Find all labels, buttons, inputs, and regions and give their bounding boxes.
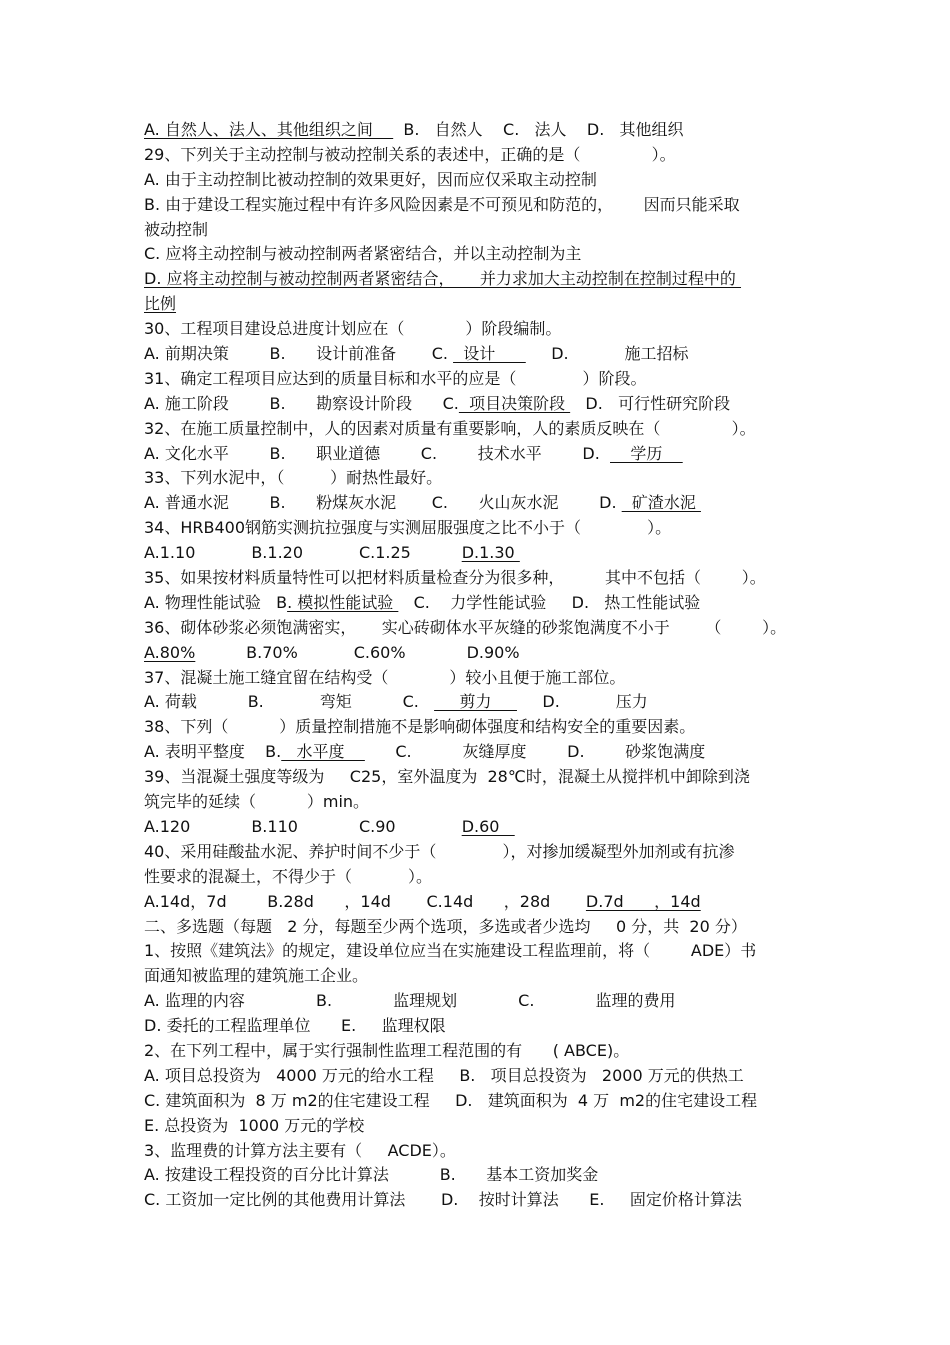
line-segment: C. 工资加一定比例的其他费用计算法 D. 按时计算法 E. 固定价格计算法 [144, 1190, 742, 1210]
line-segment: 面通知被监理的建筑施工企业。 [144, 966, 369, 986]
answer-underlined-text: D. 应将主动控制与被动控制两者紧密结合， 并力求加大主动控制在控制过程中的 [144, 269, 742, 289]
line-segment: A. 前期决策 B. 设计前准备 C. [144, 344, 454, 364]
line-segment: 30、工程项目建设总进度计划应在（ ）阶段编制。 [144, 319, 562, 339]
text-line [144, 964, 824, 989]
text-line [144, 1139, 824, 1164]
line-segment: 性要求的混凝土，不得少于（ ）。 [144, 866, 432, 886]
line-segment: C. 灰缝厚度 D. 砂浆饱满度 [364, 742, 706, 762]
answer-underlined-text: 项目决策阶段 [458, 393, 571, 413]
line-segment: 3、监理费的计算方法主要有（ ACDE）。 [144, 1140, 456, 1160]
answer-underlined-text: A.80% [144, 642, 196, 662]
answer-underlined-text: 比例 [144, 294, 177, 314]
line-segment: 31、确定工程项目应达到的质量目标和水平的应是（ ）阶段。 [144, 368, 647, 388]
text-line [144, 168, 824, 193]
line-segment: 39、当混凝土强度等级为 C25，室外温度为 28℃时，混凝土从搅拌机中卸除到浇 [144, 767, 750, 787]
line-segment: 34、HRB400钢筋实测抗拉强度与实测屈服强度之比不小于（ ）。 [144, 518, 672, 538]
line-segment: 36、砌体砂浆必须饱满密实， 实心砖砌体水平灰缝的砂浆饱满度不小于 （ ）。 [144, 617, 787, 637]
line-segment: A.1.10 B.1.20 C.1.25 [144, 543, 462, 563]
line-segment: A. 荷载 B. 弯矩 C. [144, 692, 435, 712]
text-line [144, 1114, 824, 1139]
answer-underlined-text: 设计 [453, 344, 526, 364]
answer-underlined-text: D.60 [461, 816, 515, 836]
answer-underlined-text: A. 自然人、法人、其他组织之间 [144, 120, 394, 139]
line-segment: 35、如果按材料质量特性可以把材料质量检查分为很多种， 其中不包括（ ）。 [144, 568, 766, 588]
text-line [144, 292, 824, 317]
answer-underlined-text: D.7d ，14d [585, 891, 701, 911]
line-segment: A. 监理的内容 B. 监理规划 C. 监理的费用 [144, 991, 676, 1011]
answer-underlined-text: D.1.30 [461, 543, 520, 563]
line-segment: A. 物理性能试验 B [144, 592, 288, 612]
text-line [144, 939, 824, 964]
line-segment: 1、按照《建筑法》的规定，建设单位应当在实施建设工程监理前，将（ ADE）书 [144, 941, 757, 961]
text-line [144, 890, 824, 915]
exam-text-body [144, 118, 824, 1213]
line-segment: A.120 B.110 C.90 [144, 816, 462, 836]
line-segment: A. 项目总投资为 4000 万元的给水工程 B. 项目总投资为 2000 万元的供热工 [144, 1065, 744, 1085]
text-line [144, 865, 824, 890]
text-line [144, 616, 824, 641]
text-line [144, 193, 824, 218]
line-segment: A. 施工阶段 B. 勘察设计阶段 C. [144, 393, 459, 413]
text-line [144, 591, 824, 616]
text-line [144, 566, 824, 591]
line-segment: A. 文化水平 B. 职业道德 C. 技术水平 D. [144, 443, 611, 463]
line-segment: 32、在施工质量控制中，人的因素对质量有重要影响，人的素质反映在（ ）。 [144, 418, 756, 438]
line-segment: 2、在下列工程中，属于实行强制性监理工程范围的有 ( ABCE)。 [144, 1040, 630, 1060]
line-segment: 被动控制 [144, 219, 209, 239]
line-segment: C. 应将主动控制与被动控制两者紧密结合，并以主动控制为主 [144, 244, 582, 264]
line-segment: 40、采用硅酸盐水泥、养护时间不少于（ ），对掺加缓凝型外加剂或有抗渗 [144, 841, 735, 861]
line-segment: B. 由于建设工程实施过程中有许多风险因素是不可预见和防范的， 因而只能采取 [144, 194, 740, 214]
line-segment: D. 施工招标 [525, 344, 689, 364]
line-segment: B. 自然人 C. 法人 D. 其他组织 [393, 120, 684, 139]
text-line [144, 989, 824, 1014]
answer-underlined-text: . 模拟性能试验 [287, 592, 399, 612]
line-segment: 29、下列关于主动控制与被动控制关系的表述中，正确的是（ ）。 [144, 144, 676, 164]
line-segment: D. 压力 [516, 692, 648, 712]
text-line [144, 417, 824, 442]
line-segment: 33、下列水泥中，（ ）耐热性最好。 [144, 468, 443, 488]
text-line [144, 715, 824, 740]
line-segment: A. 由于主动控制比被动控制的效果更好，因而应仅采取主动控制 [144, 169, 597, 189]
line-segment: 38、下列（ ）质量控制措施不是影响砌体强度和结构安全的重要因素。 [144, 717, 696, 737]
text-line [144, 541, 824, 566]
text-line [144, 641, 824, 666]
text-line [144, 317, 824, 342]
line-segment: 二、多选题（每题 2 分，每题至少两个选项，多选或者少选均 0 分，共 20 分） [144, 916, 747, 936]
line-segment: C. 力学性能试验 D. 热工性能试验 [398, 592, 701, 612]
text-line [144, 840, 824, 865]
text-line [144, 666, 824, 691]
text-line [144, 392, 824, 417]
text-line [144, 765, 824, 790]
line-segment: 筑完毕的延续（ ）min。 [144, 792, 370, 812]
text-line [144, 1089, 824, 1114]
line-segment: 37、混凝土施工缝宜留在结构受（ ）较小且便于施工部位。 [144, 667, 626, 687]
text-line [144, 1014, 824, 1039]
text-line [144, 1163, 824, 1188]
text-line [144, 740, 824, 765]
text-line [144, 516, 824, 541]
line-segment: D. 可行性研究阶段 [570, 393, 731, 413]
text-line [144, 342, 824, 367]
text-line [144, 143, 824, 168]
line-segment: E. 总投资为 1000 万元的学校 [144, 1115, 365, 1135]
text-line [144, 242, 824, 267]
text-line [144, 815, 824, 840]
line-segment: A. 按建设工程投资的百分比计算法 B. 基本工资加奖金 [144, 1165, 599, 1185]
text-line [144, 915, 824, 940]
answer-underlined-text: 学历 [610, 443, 683, 463]
text-line [144, 1188, 824, 1213]
text-line [144, 466, 824, 491]
line-segment: A. 普通水泥 B. 粉煤灰水泥 C. 火山灰水泥 D. [144, 493, 622, 513]
text-line [144, 491, 824, 516]
text-line [144, 790, 824, 815]
text-line [144, 1064, 824, 1089]
answer-underlined-text: 剪力 [434, 692, 517, 712]
line-segment: A.14d，7d B.28d ，14d C.14d ，28d [144, 891, 586, 911]
line-segment: D. 委托的工程监理单位 E. 监理权限 [144, 1016, 446, 1036]
text-line [144, 118, 824, 143]
line-segment: B.70% C.60% D.90% [195, 642, 520, 662]
text-line [144, 218, 824, 243]
text-line [144, 690, 824, 715]
text-line [144, 367, 824, 392]
text-line [144, 1039, 824, 1064]
text-line [144, 442, 824, 467]
line-segment: A. 表明平整度 B. [144, 742, 282, 762]
line-segment: C. 建筑面积为 8 万 m2的住宅建设工程 D. 建筑面积为 4 万 m2的住宅建设工程 [144, 1090, 758, 1110]
text-line [144, 267, 824, 292]
answer-underlined-text: 水平度 [281, 742, 365, 762]
answer-underlined-text: 矿渣水泥 [621, 493, 701, 513]
